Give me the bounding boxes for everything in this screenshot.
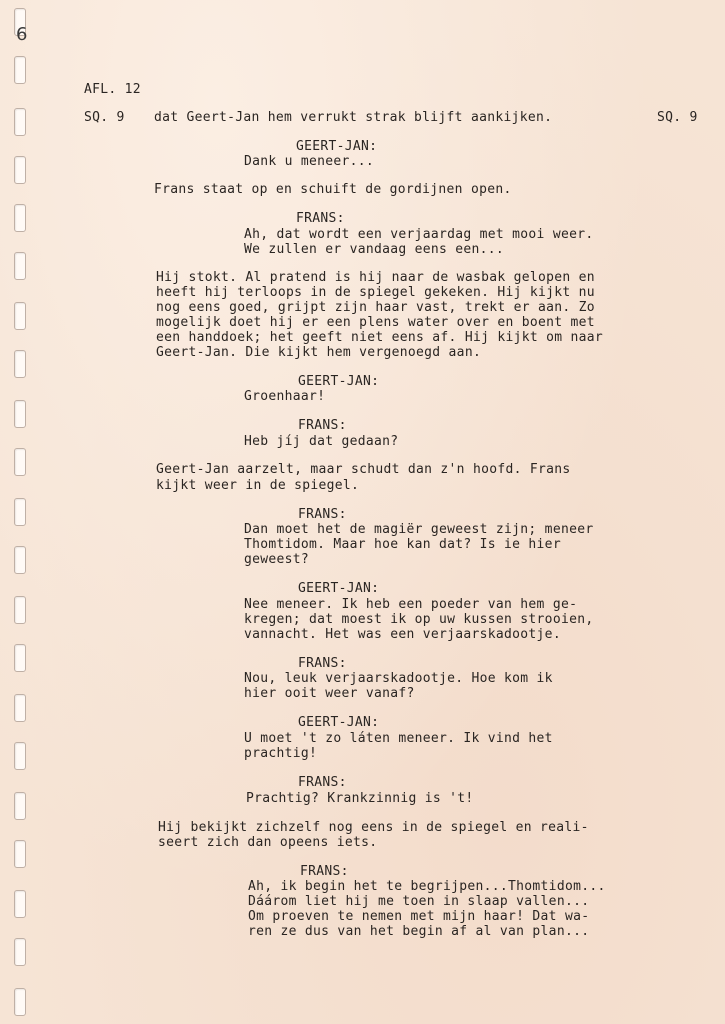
speaker-name: GEERT-JAN: [298, 374, 380, 389]
action-line: kijkt weer in de spiegel. [156, 478, 360, 493]
page-number-mark: 6 [16, 24, 28, 45]
binder-hole [14, 204, 26, 232]
dialogue-line: Dank u meneer... [244, 154, 375, 169]
speaker-name: FRANS: [298, 418, 347, 433]
binder-hole [14, 890, 26, 918]
action-line: Geert-Jan aarzelt, maar schudt dan z'n hoofd. Frans [156, 462, 571, 477]
action-line: seert zich dan opeens iets. [158, 835, 378, 850]
dialogue-line: vannacht. Het was een verjaarskadootje. [244, 627, 561, 642]
dialogue-line: Ah, dat wordt een verjaardag met mooi weer. [244, 227, 594, 242]
dialogue-line: Om proeven te nemen met mijn haar! Dat wa- [248, 909, 590, 924]
dialogue-line: Prachtig? Krankzinnig is 't! [246, 791, 474, 806]
binder-hole [14, 792, 26, 820]
action-line: Hij stokt. Al pratend is hij naar de wasbak gelopen en [156, 270, 595, 285]
action-line: nog eens goed, grijpt zijn haar vast, trekt er aan. Zo [156, 300, 595, 315]
binder-hole [14, 350, 26, 378]
speaker-name: FRANS: [298, 656, 347, 671]
dialogue-line: Nee meneer. Ik heb een poeder van hem ge- [244, 597, 578, 612]
scene-label-right: SQ. 9 [657, 110, 698, 125]
binder-hole [14, 644, 26, 672]
speaker-name: FRANS: [298, 775, 347, 790]
dialogue-line: Ah, ik begin het te begrijpen...Thomtidom... [248, 879, 606, 894]
binder-hole [14, 252, 26, 280]
dialogue-line: prachtig! [244, 746, 318, 761]
speaker-name: GEERT-JAN: [298, 581, 380, 596]
dialogue-line: Groenhaar! [244, 389, 326, 404]
dialogue-line: hier ooit weer vanaf? [244, 686, 415, 701]
binder-holes [14, 0, 30, 1024]
scene-label-left: SQ. 9 [84, 110, 125, 125]
dialogue-line: Dáárom liet hij me toen in slaap vallen... [248, 894, 590, 909]
action-line: Frans staat op en schuift de gordijnen open. [154, 182, 512, 197]
binder-hole [14, 498, 26, 526]
binder-hole [14, 694, 26, 722]
speaker-name: FRANS: [300, 864, 349, 879]
binder-hole [14, 156, 26, 184]
binder-hole [14, 448, 26, 476]
binder-hole [14, 840, 26, 868]
episode-label: AFL. 12 [84, 82, 141, 97]
binder-hole [14, 938, 26, 966]
action-line: een handdoek; het geeft niet eens af. Hij kijkt om naar [156, 330, 603, 345]
binder-hole [14, 400, 26, 428]
binder-hole [14, 56, 26, 84]
action-line: Hij bekijkt zichzelf nog eens in de spiegel en reali- [158, 820, 589, 835]
dialogue-line: Thomtidom. Maar hoe kan dat? Is ie hier [244, 537, 561, 552]
dialogue-line: Nou, leuk verjaarskadootje. Hoe kom ik [244, 671, 553, 686]
action-line: Geert-Jan. Die kijkt hem vergenoegd aan. [156, 345, 482, 360]
action-line: mogelijk doet hij er een plens water over en boent met [156, 315, 595, 330]
speaker-name: GEERT-JAN: [296, 139, 378, 154]
dialogue-line: Dan moet het de magiër geweest zijn; meneer [244, 522, 594, 537]
binder-hole [14, 546, 26, 574]
speaker-name: FRANS: [298, 507, 347, 522]
dialogue-line: We zullen er vandaag eens een... [244, 242, 505, 257]
dialogue-line: ren ze dus van het begin af al van plan... [248, 924, 590, 939]
binder-hole [14, 988, 26, 1016]
dialogue-line: Heb jíj dat gedaan? [244, 434, 399, 449]
dialogue-line: U moet 't zo láten meneer. Ik vind het [244, 731, 553, 746]
action-line: heeft hij terloops in de spiegel gekeken. Hij kijkt nu [156, 285, 595, 300]
binder-hole [14, 302, 26, 330]
binder-hole [14, 596, 26, 624]
binder-hole [14, 108, 26, 136]
dialogue-line: kregen; dat moest ik op uw kussen strooien, [244, 612, 594, 627]
script-line: dat Geert-Jan hem verrukt strak blijft aankijken. [154, 110, 553, 125]
binder-hole [14, 742, 26, 770]
speaker-name: GEERT-JAN: [298, 715, 380, 730]
dialogue-line: geweest? [244, 552, 310, 567]
speaker-name: FRANS: [296, 211, 345, 226]
